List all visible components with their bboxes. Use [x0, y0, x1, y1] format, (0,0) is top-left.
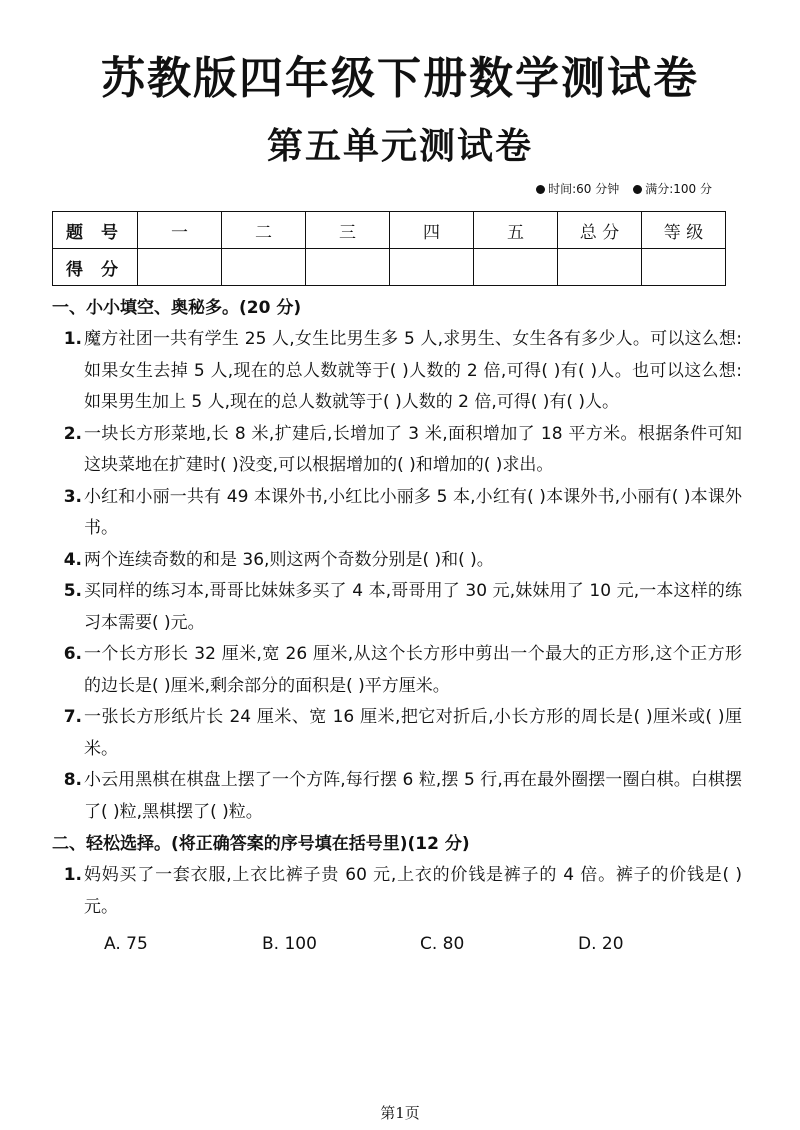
question-item: [52, 639, 742, 702]
question-text: 两个连续奇数的和是 36,则这两个奇数分别是( )和( )。: [84, 549, 494, 570]
score-header-cell: 等 级: [642, 212, 726, 249]
question-number: 6.: [63, 644, 82, 664]
question-number: 4.: [63, 549, 82, 570]
question-number: 5.: [63, 581, 82, 601]
question-item: [52, 702, 742, 765]
score-table: [52, 211, 726, 286]
question-text: 买同样的练习本,哥哥比妹妹多买了 4 本,哥哥用了 30 元,妹妹用了 10 元,一本这样的练习本需要( )元。: [84, 581, 742, 633]
time-text: 时间:60 分钟: [548, 182, 620, 196]
section-heading: 一、小小填空、奥秘多。(20 分): [52, 298, 302, 318]
option-c: C. 80: [420, 934, 465, 954]
score-header-cell: 二: [222, 212, 306, 249]
score-header-cell: 一: [138, 212, 222, 249]
question-number: 2.: [63, 423, 82, 444]
score-header-cell: 题 号: [53, 212, 138, 249]
page-subtitle: 第五单元测试卷: [266, 126, 533, 167]
score-cell: [474, 249, 558, 286]
score-cell: [642, 249, 726, 286]
score-header-cell: 总 分: [558, 212, 642, 249]
score-cell: [306, 249, 390, 286]
question-item: [52, 545, 742, 577]
score-row-label: 得 分: [53, 249, 138, 286]
question-item: [52, 765, 742, 828]
page-number: 第1页: [380, 1104, 420, 1122]
score-cell: [390, 249, 474, 286]
question-item: [52, 419, 742, 482]
question-text: 一个长方形长 32 厘米,宽 26 厘米,从这个长方形中剪出一个最大的正方形,这个正方形的边长是( )厘米,剩余部分的面积是( )平方厘米。: [84, 644, 742, 696]
question-text: 魔方社团一共有学生 25 人,女生比男生多 5 人,求男生、女生各有多少人。可以这么想:如果女生去掉 5 人,现在的总人数就等于( )人数的 2 倍,可得( )有( )人。也可以这么想:如果男生加上 5 人,现在的总人数就等于( )人数的 2 倍,可得( )有( )人。: [84, 329, 742, 412]
check-icon: [633, 185, 642, 194]
score-cell: [222, 249, 306, 286]
question-number: 1.: [63, 329, 82, 349]
time-info: [536, 180, 619, 197]
exam-meta: [536, 180, 712, 197]
score-header-cell: 三: [306, 212, 390, 249]
score-info: [633, 180, 712, 197]
clock-icon: [536, 185, 545, 194]
question-text: 小红和小丽一共有 49 本课外书,小红比小丽多 5 本,小红有( )本课外书,小丽有( )本课外书。: [84, 486, 742, 538]
score-cell: [558, 249, 642, 286]
exam-body: [52, 292, 742, 961]
score-table-header-row: [53, 212, 726, 249]
question-number: 7.: [63, 707, 82, 727]
question-item: [52, 860, 742, 923]
score-text: 满分:100 分: [645, 182, 712, 196]
section-heading: 二、轻松选择。(将正确答案的序号填在括号里)(12 分): [52, 834, 470, 854]
question-number: 8.: [63, 770, 82, 790]
answer-options: [104, 927, 742, 961]
question-item: [52, 482, 742, 545]
question-text: 小云用黑棋在棋盘上摆了一个方阵,每行摆 6 粒,摆 5 行,再在最外圈摆一圈白棋。白棋摆了( )粒,黑棋摆了( )粒。: [84, 770, 742, 822]
option-d: D. 20: [578, 934, 624, 954]
score-header-cell: 四: [390, 212, 474, 249]
question-text: 一张长方形纸片长 24 厘米、宽 16 厘米,把它对折后,小长方形的周长是( )厘米或( )厘米。: [84, 707, 742, 759]
question-item: [52, 576, 742, 639]
question-number: 3.: [63, 486, 82, 507]
option-a: A. 75: [104, 934, 148, 954]
score-cell: [138, 249, 222, 286]
option-b: B. 100: [262, 934, 317, 954]
question-item: [52, 324, 742, 419]
page-title: 苏教版四年级下册数学测试卷: [101, 53, 699, 104]
score-table-score-row: [53, 249, 726, 286]
question-text: 一块长方形菜地,长 8 米,扩建后,长增加了 3 米,面积增加了 18 平方米。根据条件可知这块菜地在扩建时( )没变,可以根据增加的( )和增加的( )求出。: [84, 423, 742, 475]
question-text: 妈妈买了一套衣服,上衣比裤子贵 60 元,上衣的价钱是裤子的 4 倍。裤子的价钱是( )元。: [84, 865, 742, 917]
question-number: 1.: [63, 865, 82, 885]
score-header-cell: 五: [474, 212, 558, 249]
